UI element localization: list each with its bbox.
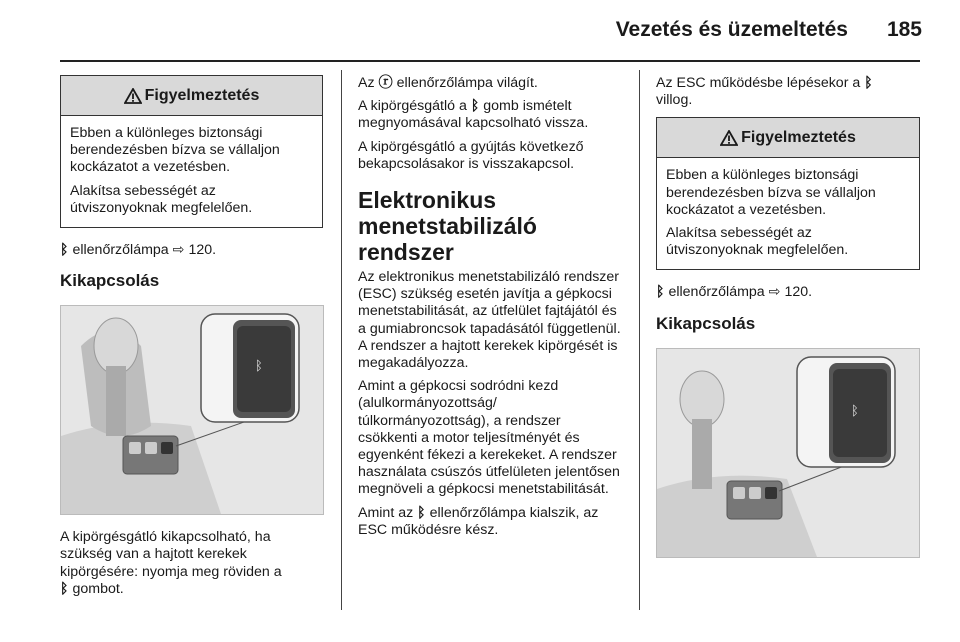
svg-text:ᛒ: ᛒ <box>255 359 263 375</box>
esc-operation: Amint a gépkocsi sodródni kezd (alulkormányozottság/ túlkormányozottság), a rendszer csökkenti a motor teljesítményét és egyenként fékezi a kerekeket. A rendszer használata csúszós útfelületen jelentősen megnöveli a gépkocsi menetstabilitását. <box>358 378 620 498</box>
subheading-kikapcsolas-2: Kikapcsolás <box>656 313 756 333</box>
console-button-photo-2 <box>656 348 920 558</box>
traction-control-icon-2: ᛒ <box>60 580 69 597</box>
p2-end: gomb ismételt megnyomásával kapcsolható vissza. <box>358 98 589 132</box>
column-divider-2 <box>639 70 640 610</box>
console-button-photo <box>60 305 324 515</box>
p3: A kipörgésgátló a gyújtás következő bekapcsolásakor is visszakapcsol. <box>358 138 584 172</box>
esc-description: Az elektronikus menetstabilizáló rendszer (ESC) szükség esetén javítja a gépkocsi menetstabilitását, az útfelület fajtájától és a gumiabroncsok tapadásától függetlenül. A rendszer a hajtott kerekek kipörgését is megakadályozza. <box>358 269 621 372</box>
indicator-reference-2: ellenőrzőlámpa ⇨ 120. <box>668 284 813 301</box>
traction-control-icon-3: ᛒ <box>470 98 480 115</box>
warning-box <box>60 75 323 228</box>
warning-2-text-1: Ebben a különleges biztonsági berendezésben bízva se vállaljon kockázatot a vezetésben. <box>666 167 876 218</box>
header-rule <box>60 60 920 62</box>
p1-end: ellenőrzőlámpa világít. <box>396 75 538 91</box>
traction-control-icon-5: ᛒ <box>864 75 873 91</box>
warning-text-1: Ebben a különleges biztonsági berendezésben bízva se vállaljon kockázatot a vezetésben. <box>70 125 280 176</box>
warning-text-2: Alakítsa sebességét az útviszonyoknak megfelelően. <box>70 182 253 216</box>
svg-text:ᛒ: ᛒ <box>851 403 859 419</box>
p2-start: A kipörgésgátló a <box>358 98 467 115</box>
col3-p1-end: villog. <box>656 92 693 109</box>
section-heading-esc: Elektronikus menetstabilizáló rendszer <box>358 187 537 266</box>
col3-p1-start: Az ESC működésbe lépésekor a <box>656 75 861 91</box>
warning-body <box>61 116 322 227</box>
page-header-title: Vezetés és üzemeltetés <box>615 18 848 41</box>
p6-end: ellenőrzőlámpa kialszik, az ESC működésre kész. <box>358 504 599 538</box>
warning-header-2 <box>657 118 919 158</box>
warning-triangle-icon-2 <box>720 130 738 146</box>
warning-triangle-icon <box>124 88 142 104</box>
page-number: 185 <box>886 18 922 41</box>
kikapcsolas-instructions-tail: gombot. <box>72 580 124 597</box>
indicator-reference: ellenőrzőlámpa ⇨ 120. <box>72 242 217 259</box>
p1-start: Az <box>358 75 375 91</box>
warning-2-text-2: Alakítsa sebességét az útviszonyoknak megfelelően. <box>666 225 849 259</box>
column-1 <box>60 75 323 604</box>
column-divider-1 <box>341 70 342 610</box>
traction-off-icon: ⓡ <box>378 75 393 91</box>
warning-title: Figyelmeztetés <box>144 86 260 104</box>
warning-box-2 <box>656 117 920 270</box>
warning-header <box>61 76 322 116</box>
kikapcsolas-instructions: A kipörgésgátló kikapcsolható, ha szükség van a hajtott kerekek kipörgésére: nyomja meg röviden a <box>60 529 282 580</box>
p6-start: Amint az <box>358 504 414 521</box>
warning-title-2: Figyelmeztetés <box>741 128 856 146</box>
traction-control-icon-4: ᛒ <box>417 504 426 521</box>
traction-control-icon: ᛒ <box>60 242 69 259</box>
column-3 <box>656 75 920 572</box>
subheading-kikapcsolas: Kikapcsolás <box>60 271 160 291</box>
warning-body-2 <box>657 158 919 269</box>
column-2 <box>358 75 623 545</box>
traction-control-icon-6: ᛒ <box>656 284 665 301</box>
